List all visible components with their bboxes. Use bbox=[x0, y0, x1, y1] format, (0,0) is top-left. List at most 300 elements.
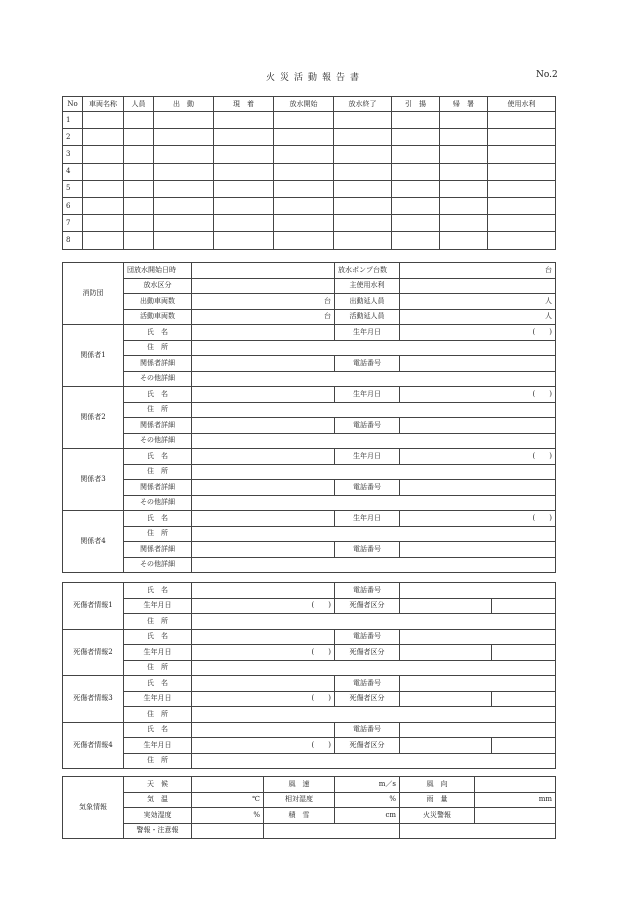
water-end-cell[interactable] bbox=[334, 163, 392, 180]
name-field[interactable] bbox=[192, 629, 335, 645]
address-field[interactable] bbox=[192, 402, 556, 418]
withdraw-cell[interactable] bbox=[392, 197, 440, 214]
table-row bbox=[63, 278, 556, 294]
crew-cell[interactable] bbox=[124, 180, 154, 197]
unit-label: 台 bbox=[545, 265, 552, 274]
water-source-cell[interactable] bbox=[488, 215, 556, 232]
field-label: 住 所 bbox=[124, 707, 192, 723]
table-row bbox=[63, 309, 556, 325]
detail-field[interactable] bbox=[192, 356, 335, 372]
casualty-label: 死傷者情報1 bbox=[63, 583, 124, 630]
field-label: 生年月日 bbox=[124, 738, 192, 754]
pump-count-field[interactable] bbox=[400, 263, 556, 279]
field-label: 死傷者区分 bbox=[335, 598, 400, 614]
vehicle-name-cell[interactable] bbox=[83, 129, 124, 146]
age-parens: ( ) bbox=[532, 389, 552, 398]
birth-field[interactable] bbox=[192, 738, 335, 754]
field-label: 主使用水利 bbox=[335, 278, 400, 294]
table-row bbox=[63, 356, 556, 372]
row-number: 2 bbox=[63, 129, 83, 146]
field-label: 氏 名 bbox=[124, 449, 192, 465]
field-label: 死傷者区分 bbox=[335, 691, 400, 707]
brigade-persons-table bbox=[62, 262, 556, 573]
name-field[interactable] bbox=[192, 722, 335, 738]
unit-label: cm bbox=[385, 810, 396, 819]
table-row bbox=[63, 777, 556, 793]
vehicle-table bbox=[62, 96, 556, 250]
phone-field[interactable] bbox=[400, 542, 556, 558]
water-source-cell[interactable] bbox=[488, 163, 556, 180]
wind-speed-field[interactable] bbox=[335, 777, 400, 793]
field-label: その他詳細 bbox=[124, 557, 192, 573]
field-label: 関係者詳細 bbox=[124, 542, 192, 558]
table-row bbox=[63, 402, 556, 418]
person-concerned-label: 関係者2 bbox=[63, 387, 124, 449]
category-field[interactable] bbox=[400, 645, 492, 661]
category-field[interactable] bbox=[400, 738, 492, 754]
water-end-cell[interactable] bbox=[334, 197, 392, 214]
table-row bbox=[63, 197, 556, 214]
casualty-label: 死傷者情報3 bbox=[63, 676, 124, 723]
table-row bbox=[63, 163, 556, 180]
crew-cell[interactable] bbox=[124, 146, 154, 163]
water-source-cell[interactable] bbox=[488, 180, 556, 197]
withdraw-cell[interactable] bbox=[392, 180, 440, 197]
vehicle-name-cell[interactable] bbox=[83, 163, 124, 180]
table-row bbox=[63, 495, 556, 511]
birth-field[interactable] bbox=[400, 449, 556, 465]
field-label: 実効湿度 bbox=[124, 808, 192, 824]
casualty-label: 死傷者情報4 bbox=[63, 722, 124, 769]
field-label: 出動車両数 bbox=[124, 294, 192, 310]
phone-field[interactable] bbox=[400, 583, 556, 599]
table-row bbox=[63, 129, 556, 146]
header-cell: 人員 bbox=[124, 97, 154, 112]
effective-humidity-field[interactable] bbox=[192, 808, 264, 824]
header-cell: 帰 署 bbox=[440, 97, 488, 112]
table-row bbox=[63, 526, 556, 542]
field-label: 関係者詳細 bbox=[124, 480, 192, 496]
field-label: その他詳細 bbox=[124, 433, 192, 449]
table-row bbox=[63, 433, 556, 449]
table-row bbox=[63, 418, 556, 434]
table-row bbox=[63, 387, 556, 403]
field-label: 活動延人員 bbox=[335, 309, 400, 325]
field-label: 放水区分 bbox=[124, 278, 192, 294]
arrival-cell[interactable] bbox=[214, 163, 274, 180]
water-source-cell[interactable] bbox=[488, 146, 556, 163]
water-source-cell[interactable] bbox=[488, 197, 556, 214]
crew-cell[interactable] bbox=[124, 232, 154, 249]
vehicle-name-cell[interactable] bbox=[83, 180, 124, 197]
phone-field[interactable] bbox=[400, 356, 556, 372]
table-row bbox=[63, 464, 556, 480]
table-row bbox=[63, 823, 556, 839]
water-start-cell[interactable] bbox=[274, 232, 334, 249]
unit-label: 人 bbox=[545, 312, 552, 321]
field-label: 住 所 bbox=[124, 464, 192, 480]
field-label: その他詳細 bbox=[124, 495, 192, 511]
vehicle-name-cell[interactable] bbox=[83, 197, 124, 214]
water-end-cell[interactable] bbox=[334, 112, 392, 129]
withdraw-cell[interactable] bbox=[392, 129, 440, 146]
field-label: 警報・注意報 bbox=[124, 823, 192, 839]
birth-field[interactable] bbox=[192, 691, 335, 707]
phone-field[interactable] bbox=[400, 418, 556, 434]
row-number: 5 bbox=[63, 180, 83, 197]
table-row bbox=[63, 542, 556, 558]
header-cell: No bbox=[63, 97, 83, 112]
field-label: 生年月日 bbox=[335, 511, 400, 527]
field-label: 電話番号 bbox=[335, 480, 400, 496]
alert-field-1[interactable] bbox=[192, 823, 264, 839]
weather-table bbox=[62, 776, 556, 839]
water-type-field[interactable] bbox=[192, 278, 335, 294]
address-field[interactable] bbox=[192, 526, 556, 542]
address-field[interactable] bbox=[192, 340, 556, 356]
field-label: 死傷者区分 bbox=[335, 738, 400, 754]
table-row bbox=[63, 614, 556, 630]
other-detail-field[interactable] bbox=[192, 557, 556, 573]
field-label: 住 所 bbox=[124, 402, 192, 418]
field-label: 天 候 bbox=[124, 777, 192, 793]
casualty-label: 死傷者情報2 bbox=[63, 629, 124, 676]
field-label: 死傷者区分 bbox=[335, 645, 400, 661]
field-label: 住 所 bbox=[124, 660, 192, 676]
phone-field[interactable] bbox=[400, 722, 556, 738]
field-label: 団放水開始日時 bbox=[124, 263, 192, 279]
water-source-cell[interactable] bbox=[488, 232, 556, 249]
detail-field[interactable] bbox=[192, 542, 335, 558]
field-label: 氏 名 bbox=[124, 583, 192, 599]
name-field[interactable] bbox=[192, 511, 335, 527]
table-row bbox=[63, 480, 556, 496]
birth-field[interactable] bbox=[400, 387, 556, 403]
unit-label: mm bbox=[538, 795, 552, 804]
main-water-field[interactable] bbox=[400, 278, 556, 294]
dispatch-persons-field[interactable] bbox=[400, 294, 556, 310]
field-label: 生年月日 bbox=[335, 325, 400, 341]
casualties-table bbox=[62, 582, 556, 769]
field-label: 出動延人員 bbox=[335, 294, 400, 310]
weather-field[interactable] bbox=[192, 777, 264, 793]
return-cell[interactable] bbox=[440, 146, 488, 163]
vehicle-table-header bbox=[63, 97, 556, 112]
age-parens: ( ) bbox=[311, 740, 331, 749]
return-cell[interactable] bbox=[440, 180, 488, 197]
table-row bbox=[63, 215, 556, 232]
table-row bbox=[63, 449, 556, 465]
water-end-cell[interactable] bbox=[334, 215, 392, 232]
header-cell: 出 動 bbox=[154, 97, 214, 112]
name-field[interactable] bbox=[192, 449, 335, 465]
field-label: 電話番号 bbox=[335, 356, 400, 372]
field-label: 生年月日 bbox=[335, 449, 400, 465]
row-number: 8 bbox=[63, 232, 83, 249]
table-row bbox=[63, 583, 556, 599]
field-label: 活動車両数 bbox=[124, 309, 192, 325]
arrival-cell[interactable] bbox=[214, 146, 274, 163]
field-label: 氏 名 bbox=[124, 722, 192, 738]
water-end-cell[interactable] bbox=[334, 232, 392, 249]
category-sub-field[interactable] bbox=[492, 691, 556, 707]
row-number: 6 bbox=[63, 197, 83, 214]
weather-info-label: 気象情報 bbox=[63, 777, 124, 839]
other-detail-field[interactable] bbox=[192, 433, 556, 449]
arrival-cell[interactable] bbox=[214, 180, 274, 197]
table-row bbox=[63, 660, 556, 676]
water-start-cell[interactable] bbox=[274, 112, 334, 129]
arrival-cell[interactable] bbox=[214, 129, 274, 146]
activity-vehicles-field[interactable] bbox=[192, 309, 335, 325]
field-label: 関係者詳細 bbox=[124, 356, 192, 372]
field-label: 生年月日 bbox=[124, 691, 192, 707]
unit-label: ℃ bbox=[252, 795, 260, 804]
table-row bbox=[63, 112, 556, 129]
field-label: 気 温 bbox=[124, 792, 192, 808]
dispatch-cell[interactable] bbox=[154, 232, 214, 249]
crew-cell[interactable] bbox=[124, 129, 154, 146]
field-label: 電話番号 bbox=[335, 676, 400, 692]
return-cell[interactable] bbox=[440, 215, 488, 232]
crew-cell[interactable] bbox=[124, 197, 154, 214]
name-field[interactable] bbox=[192, 583, 335, 599]
name-field[interactable] bbox=[192, 325, 335, 341]
withdraw-cell[interactable] bbox=[392, 112, 440, 129]
field-label: 住 所 bbox=[124, 526, 192, 542]
category-sub-field[interactable] bbox=[492, 645, 556, 661]
field-label: 生年月日 bbox=[124, 598, 192, 614]
birth-field[interactable] bbox=[400, 325, 556, 341]
arrival-cell[interactable] bbox=[214, 215, 274, 232]
humidity-field[interactable] bbox=[335, 792, 400, 808]
header-cell: 引 揚 bbox=[392, 97, 440, 112]
table-row bbox=[63, 753, 556, 769]
row-number: 3 bbox=[63, 146, 83, 163]
field-label: 生年月日 bbox=[335, 387, 400, 403]
name-field[interactable] bbox=[192, 676, 335, 692]
unit-label: 台 bbox=[324, 296, 331, 305]
phone-field[interactable] bbox=[400, 629, 556, 645]
table-row bbox=[63, 598, 556, 614]
arrival-cell[interactable] bbox=[214, 197, 274, 214]
field-label: 積 雪 bbox=[264, 808, 335, 824]
age-parens: ( ) bbox=[311, 601, 331, 610]
vehicle-name-cell[interactable] bbox=[83, 146, 124, 163]
field-label: 氏 名 bbox=[124, 511, 192, 527]
page-title: 火災活動報告書 bbox=[265, 73, 364, 83]
crew-cell[interactable] bbox=[124, 215, 154, 232]
water-start-cell[interactable] bbox=[274, 163, 334, 180]
table-row bbox=[63, 263, 556, 279]
table-row bbox=[63, 738, 556, 754]
vehicle-name-cell[interactable] bbox=[83, 232, 124, 249]
field-label: 電話番号 bbox=[335, 722, 400, 738]
fire-brigade-label: 消防団 bbox=[63, 263, 124, 325]
table-row bbox=[63, 340, 556, 356]
fire-warning-field[interactable] bbox=[475, 808, 556, 824]
age-parens: ( ) bbox=[532, 513, 552, 522]
field-label: 風 速 bbox=[264, 777, 335, 793]
category-sub-field[interactable] bbox=[492, 738, 556, 754]
activity-persons-field[interactable] bbox=[400, 309, 556, 325]
field-label: 住 所 bbox=[124, 753, 192, 769]
table-row bbox=[63, 645, 556, 661]
field-label: 雨 量 bbox=[400, 792, 475, 808]
name-field[interactable] bbox=[192, 387, 335, 403]
water-start-cell[interactable] bbox=[274, 215, 334, 232]
other-detail-field[interactable] bbox=[192, 371, 556, 387]
other-detail-field[interactable] bbox=[192, 495, 556, 511]
unit-label: m／s bbox=[378, 779, 396, 788]
dispatch-cell[interactable] bbox=[154, 163, 214, 180]
water-start-cell[interactable] bbox=[274, 197, 334, 214]
water-source-cell[interactable] bbox=[488, 129, 556, 146]
temperature-field[interactable] bbox=[192, 792, 264, 808]
header-cell: 放水終了 bbox=[334, 97, 392, 112]
dispatch-cell[interactable] bbox=[154, 180, 214, 197]
return-cell[interactable] bbox=[440, 232, 488, 249]
person-concerned-label: 関係者1 bbox=[63, 325, 124, 387]
phone-field[interactable] bbox=[400, 676, 556, 692]
withdraw-cell[interactable] bbox=[392, 215, 440, 232]
address-field[interactable] bbox=[192, 707, 556, 723]
field-label: 電話番号 bbox=[335, 629, 400, 645]
field-label: 電話番号 bbox=[335, 418, 400, 434]
arrival-cell[interactable] bbox=[214, 112, 274, 129]
field-label: 氏 名 bbox=[124, 387, 192, 403]
field-label: 関係者詳細 bbox=[124, 418, 192, 434]
field-label: 生年月日 bbox=[124, 645, 192, 661]
alert-field-3[interactable] bbox=[400, 823, 556, 839]
table-row bbox=[63, 371, 556, 387]
water-end-cell[interactable] bbox=[334, 180, 392, 197]
field-label: その他詳細 bbox=[124, 371, 192, 387]
table-row bbox=[63, 146, 556, 163]
withdraw-cell[interactable] bbox=[392, 146, 440, 163]
brigade-start-datetime-field[interactable] bbox=[192, 263, 335, 279]
field-label: 電話番号 bbox=[335, 542, 400, 558]
water-start-cell[interactable] bbox=[274, 180, 334, 197]
return-cell[interactable] bbox=[440, 112, 488, 129]
dispatch-cell[interactable] bbox=[154, 197, 214, 214]
unit-label: 台 bbox=[324, 312, 331, 321]
table-row bbox=[63, 557, 556, 573]
dispatch-cell[interactable] bbox=[154, 112, 214, 129]
water-start-cell[interactable] bbox=[274, 146, 334, 163]
alert-field-2[interactable] bbox=[264, 823, 400, 839]
water-end-cell[interactable] bbox=[334, 146, 392, 163]
table-row bbox=[63, 676, 556, 692]
table-row bbox=[63, 707, 556, 723]
crew-cell[interactable] bbox=[124, 112, 154, 129]
water-source-cell[interactable] bbox=[488, 112, 556, 129]
age-parens: ( ) bbox=[311, 694, 331, 703]
field-label: 風 向 bbox=[400, 777, 475, 793]
header-cell: 車両名称 bbox=[83, 97, 124, 112]
category-field[interactable] bbox=[400, 691, 492, 707]
field-label: 放水ポンプ台数 bbox=[335, 263, 400, 279]
table-row bbox=[63, 294, 556, 310]
unit-label: 人 bbox=[545, 296, 552, 305]
table-row bbox=[63, 511, 556, 527]
vehicle-name-cell[interactable] bbox=[83, 215, 124, 232]
field-label: 氏 名 bbox=[124, 325, 192, 341]
row-number: 1 bbox=[63, 112, 83, 129]
header-cell: 現 着 bbox=[214, 97, 274, 112]
birth-field[interactable] bbox=[192, 645, 335, 661]
snow-field[interactable] bbox=[335, 808, 400, 824]
phone-field[interactable] bbox=[400, 480, 556, 496]
address-field[interactable] bbox=[192, 614, 556, 630]
age-parens: ( ) bbox=[532, 327, 552, 336]
row-number: 4 bbox=[63, 163, 83, 180]
table-row bbox=[63, 180, 556, 197]
unit-label: % bbox=[389, 795, 396, 804]
row-number: 7 bbox=[63, 215, 83, 232]
table-row bbox=[63, 325, 556, 341]
category-field[interactable] bbox=[400, 598, 492, 614]
table-row bbox=[63, 792, 556, 808]
unit-label: % bbox=[253, 810, 260, 819]
withdraw-cell[interactable] bbox=[392, 163, 440, 180]
age-parens: ( ) bbox=[311, 647, 331, 656]
field-label: 住 所 bbox=[124, 340, 192, 356]
dispatch-cell[interactable] bbox=[154, 146, 214, 163]
person-concerned-label: 関係者3 bbox=[63, 449, 124, 511]
birth-field[interactable] bbox=[400, 511, 556, 527]
water-end-cell[interactable] bbox=[334, 129, 392, 146]
dispatch-cell[interactable] bbox=[154, 129, 214, 146]
rainfall-field[interactable] bbox=[475, 792, 556, 808]
dispatch-cell[interactable] bbox=[154, 215, 214, 232]
header-cell: 使用水利 bbox=[488, 97, 556, 112]
dispatch-vehicles-field[interactable] bbox=[192, 294, 335, 310]
field-label: 住 所 bbox=[124, 614, 192, 630]
field-label: 氏 名 bbox=[124, 676, 192, 692]
table-row bbox=[63, 691, 556, 707]
address-field[interactable] bbox=[192, 660, 556, 676]
water-start-cell[interactable] bbox=[274, 129, 334, 146]
birth-field[interactable] bbox=[192, 598, 335, 614]
return-cell[interactable] bbox=[440, 197, 488, 214]
vehicle-name-cell[interactable] bbox=[83, 112, 124, 129]
table-row bbox=[63, 629, 556, 645]
withdraw-cell[interactable] bbox=[392, 232, 440, 249]
age-parens: ( ) bbox=[532, 451, 552, 460]
field-label: 電話番号 bbox=[335, 583, 400, 599]
table-row bbox=[63, 722, 556, 738]
category-sub-field[interactable] bbox=[492, 598, 556, 614]
return-cell[interactable] bbox=[440, 163, 488, 180]
header-cell: 放水開始 bbox=[274, 97, 334, 112]
wind-direction-field[interactable] bbox=[475, 777, 556, 793]
address-field[interactable] bbox=[192, 464, 556, 480]
return-cell[interactable] bbox=[440, 129, 488, 146]
table-row bbox=[63, 232, 556, 249]
detail-field[interactable] bbox=[192, 480, 335, 496]
address-field[interactable] bbox=[192, 753, 556, 769]
page-number: No.2 bbox=[536, 70, 558, 80]
table-row bbox=[63, 808, 556, 824]
crew-cell[interactable] bbox=[124, 163, 154, 180]
field-label: 相対湿度 bbox=[264, 792, 335, 808]
field-label: 氏 名 bbox=[124, 629, 192, 645]
detail-field[interactable] bbox=[192, 418, 335, 434]
field-label: 火災警報 bbox=[400, 808, 475, 824]
person-concerned-label: 関係者4 bbox=[63, 511, 124, 573]
arrival-cell[interactable] bbox=[214, 232, 274, 249]
